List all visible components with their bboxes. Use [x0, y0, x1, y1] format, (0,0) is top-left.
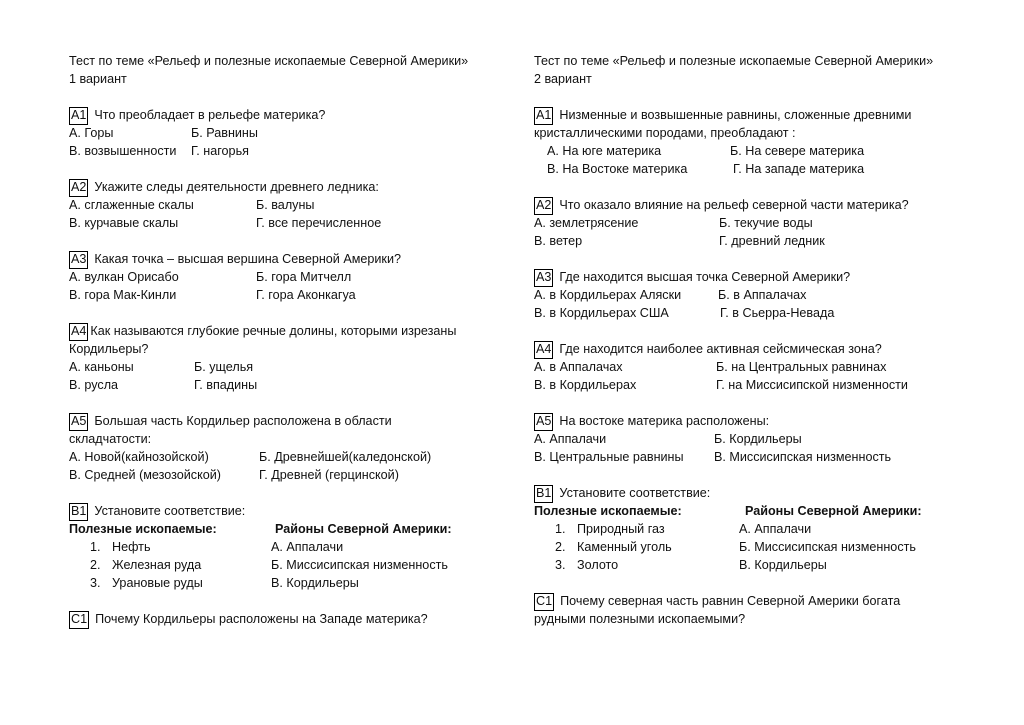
question-text: Низменные и возвышенные равнины, сложенные древними: [559, 108, 912, 122]
option-v2: В. Миссисипская низменность: [714, 450, 892, 464]
question-number: А1: [69, 107, 88, 125]
option-b: Б. ущелья: [194, 360, 254, 374]
item-region: Б. Миссисипская низменность: [271, 558, 448, 572]
question-number: А5: [534, 413, 553, 431]
option-v: В. гора Мак-Кинли: [69, 288, 177, 302]
item-number: 3.: [555, 558, 566, 572]
option-a: А. Горы: [69, 126, 114, 140]
question-c1: [534, 592, 974, 610]
question-text: На востоке материка расположены:: [559, 414, 770, 428]
question-text: Где находится высшая точка Северной Америки?: [559, 270, 851, 284]
question-text-cont: рудными полезными ископаемыми?: [534, 612, 746, 626]
option-v: В. На Востоке материка: [547, 162, 688, 176]
question-text: Почему северная часть равнин Северной Америки богата: [560, 594, 901, 608]
option-a: А. сглаженные скалы: [69, 198, 194, 212]
item-text: Каменный уголь: [577, 540, 672, 554]
question-text: Почему Кордильеры расположены на Западе материка?: [95, 612, 428, 626]
match-header-left: Полезные ископаемые:: [69, 522, 217, 536]
question-text: Какая точка – высшая вершина Северной Америки?: [94, 252, 401, 266]
question-number: А4: [69, 323, 88, 341]
option-a: А. в Аппалачах: [534, 360, 623, 374]
variant-1-column: [69, 52, 509, 628]
item-text: Золото: [577, 558, 619, 572]
question-text: Как называются глубокие речные долины, которыми изрезаны: [90, 324, 457, 338]
item-region: А. Аппалачи: [739, 522, 812, 536]
option-b: Б. гора Митчелл: [256, 270, 352, 284]
question-text: Что оказало влияние на рельеф северной части материка?: [559, 198, 909, 212]
option-v: В. русла: [69, 378, 119, 392]
item-text: Урановые руды: [112, 576, 203, 590]
option-b: Б. текучие воды: [719, 216, 813, 230]
question-number: А5: [69, 413, 88, 431]
option-b: Б. На севере материка: [730, 144, 865, 158]
variant-label: 1 вариант: [69, 72, 127, 86]
question-number: А2: [69, 179, 88, 197]
item-text: Железная руда: [112, 558, 202, 572]
question-number: А2: [534, 197, 553, 215]
question-b1: [69, 502, 509, 520]
question-a1: [69, 106, 509, 124]
question-a2: [534, 196, 974, 214]
question-number: А1: [534, 107, 553, 125]
item-region: Б. Миссисипская низменность: [739, 540, 916, 554]
option-g: Г. На западе материка: [733, 162, 865, 176]
question-text: Установите соответствие:: [559, 486, 711, 500]
question-number: А4: [534, 341, 553, 359]
question-text-cont: кристаллическими породами, преобладают :: [534, 126, 796, 140]
question-text: Где находится наиболее активная сейсмическая зона?: [559, 342, 882, 356]
option-a: А. На юге материка: [547, 144, 662, 158]
question-number: В1: [69, 503, 88, 521]
option-b: Б. валуны: [256, 198, 315, 212]
option-a: А. Аппалачи: [534, 432, 607, 446]
question-a5: [534, 412, 974, 430]
item-region: В. Кордильеры: [271, 576, 359, 590]
item-number: 3.: [90, 576, 101, 590]
question-text: Установите соответствие:: [94, 504, 246, 518]
option-v: В. возвышенности: [69, 144, 177, 158]
option-a: А. в Кордильерах Аляски: [534, 288, 682, 302]
option-v: В. Средней (мезозойской): [69, 468, 221, 482]
question-number: С1: [534, 593, 554, 611]
question-text: Укажите следы деятельности древнего ледника:: [94, 180, 379, 194]
question-number: В1: [534, 485, 553, 503]
question-a4: [69, 322, 509, 340]
item-text: Нефть: [112, 540, 151, 554]
item-number: 2.: [90, 558, 101, 572]
match-header-right: Районы Северной Америки:: [745, 504, 922, 518]
question-text-cont: Кордильеры?: [69, 342, 149, 356]
question-number: С1: [69, 611, 89, 629]
option-g: Г. все перечисленное: [256, 216, 382, 230]
question-a4: [534, 340, 974, 358]
item-text: Природный газ: [577, 522, 665, 536]
option-v: В. Центральные равнины: [534, 450, 684, 464]
option-a: А. каньоны: [69, 360, 134, 374]
question-a3: [69, 250, 509, 268]
question-text: Большая часть Кордильер расположена в области: [94, 414, 392, 428]
option-g: Г. нагорья: [191, 144, 249, 158]
option-b: Б. Кордильеры: [714, 432, 802, 446]
question-number: А3: [534, 269, 553, 287]
option-v: В. курчавые скалы: [69, 216, 179, 230]
variant-2-column: [534, 52, 974, 628]
item-number: 2.: [555, 540, 566, 554]
option-b: Б. Равнины: [191, 126, 258, 140]
option-b: Б. Древнейшей(каледонской): [259, 450, 432, 464]
question-a5: [69, 412, 509, 430]
option-a: А. Новой(кайнозойской): [69, 450, 209, 464]
item-number: 1.: [90, 540, 101, 554]
option-v: В. ветер: [534, 234, 583, 248]
option-b: Б. в Аппалачах: [718, 288, 807, 302]
variant-label: 2 вариант: [534, 72, 592, 86]
option-g: Г. Древней (герцинской): [259, 468, 399, 482]
question-a1: [534, 106, 974, 124]
question-c1: [69, 610, 509, 628]
question-number: А3: [69, 251, 88, 269]
option-v: В. в Кордильерах: [534, 378, 637, 392]
option-g: Г. древний ледник: [719, 234, 825, 248]
option-g: Г. в Сьерра-Невада: [720, 306, 835, 320]
question-text-cont: складчатости:: [69, 432, 152, 446]
item-number: 1.: [555, 522, 566, 536]
question-text: Что преобладает в рельефе материка?: [94, 108, 326, 122]
match-header-right: Районы Северной Америки:: [275, 522, 452, 536]
question-a2: [69, 178, 509, 196]
test-title: Тест по теме «Рельеф и полезные ископаемые Северной Америки»: [534, 54, 934, 68]
option-a: А. землетрясение: [534, 216, 639, 230]
option-g: Г. гора Аконкагуа: [256, 288, 356, 302]
test-title: Тест по теме «Рельеф и полезные ископаемые Северной Америки»: [69, 54, 469, 68]
option-b: Б. на Центральных равнинах: [716, 360, 887, 374]
option-g: Г. на Миссисипской низменности: [716, 378, 908, 392]
question-b1: [534, 484, 974, 502]
question-a3: [534, 268, 974, 286]
item-region: А. Аппалачи: [271, 540, 344, 554]
option-v: В. в Кордильерах США: [534, 306, 669, 320]
item-region: В. Кордильеры: [739, 558, 827, 572]
option-a: А. вулкан Орисабо: [69, 270, 179, 284]
option-g: Г. впадины: [194, 378, 258, 392]
match-header-left: Полезные ископаемые:: [534, 504, 682, 518]
